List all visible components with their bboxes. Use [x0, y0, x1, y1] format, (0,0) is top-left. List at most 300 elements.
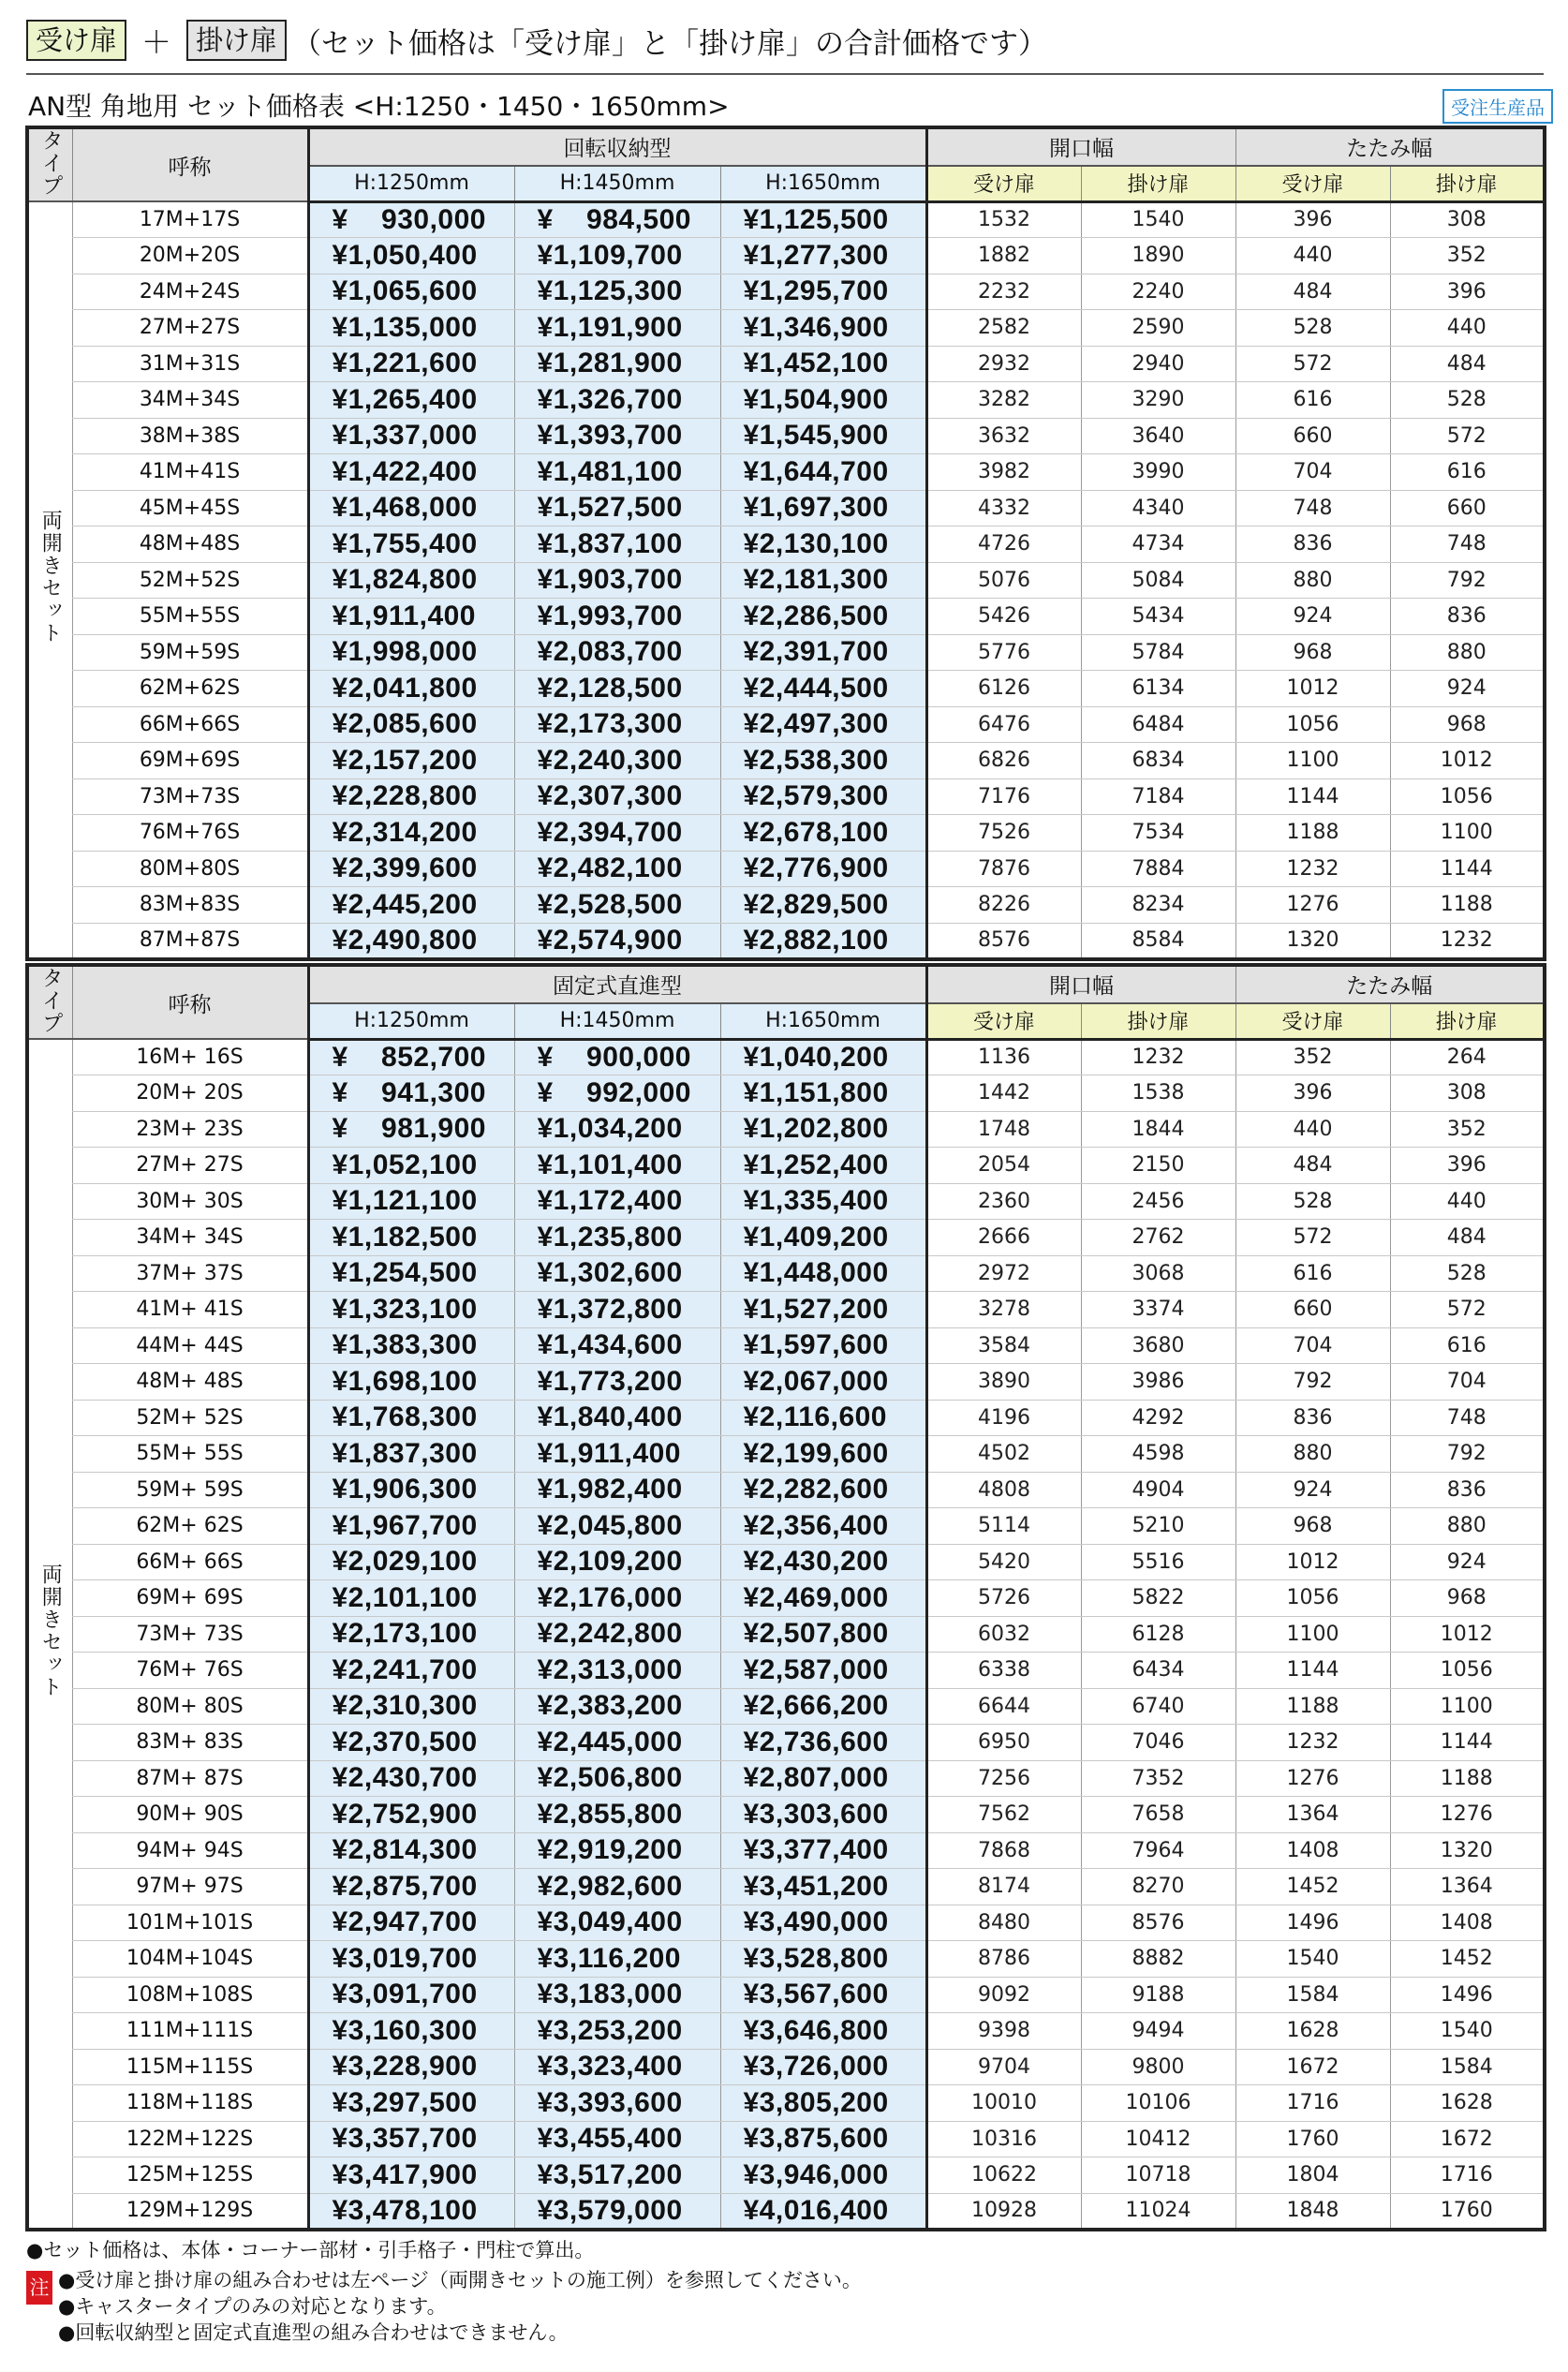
open-hang-header: 掛け扉: [1081, 1003, 1235, 1039]
price-value: ¥1,034,200: [537, 1113, 683, 1145]
price-cell: [308, 743, 514, 779]
fold-hang-cell: 616: [1390, 454, 1545, 491]
height-header: H:1250mm: [308, 166, 514, 201]
open-hang-cell: 7964: [1081, 1832, 1235, 1869]
table-row: [27, 1400, 1545, 1436]
price-cell: [720, 490, 926, 526]
type-label: 両開きセット: [38, 509, 63, 645]
price-value: ¥2,855,800: [537, 1798, 683, 1830]
open-receive-cell: 6826: [926, 743, 1081, 779]
price-cell: [720, 815, 926, 852]
price-value: ¥3,323,400: [537, 2051, 683, 2083]
open-hang-cell: 5434: [1081, 599, 1235, 635]
price-cell: [720, 1760, 926, 1797]
price-cell: [514, 1905, 720, 1941]
open-receive-cell: 8480: [926, 1905, 1081, 1941]
fold-receive-cell: 1056: [1235, 706, 1390, 743]
price-cell: [308, 1688, 514, 1725]
model-name-cell: 76M+ 76S: [72, 1653, 308, 1689]
table-row: [27, 706, 1545, 743]
price-cell: [308, 346, 514, 382]
table-row: [27, 743, 1545, 779]
price-value: ¥3,451,200: [743, 1870, 889, 1902]
table-row: [27, 634, 1545, 671]
open-receive-cell: 3278: [926, 1292, 1081, 1328]
price-cell: [514, 1760, 720, 1797]
price-value: ¥1,448,000: [743, 1257, 889, 1289]
fold-hang-cell: 1716: [1390, 2157, 1545, 2194]
price-cell: [308, 1905, 514, 1941]
table-row: [27, 526, 1545, 563]
model-name-cell: 48M+ 48S: [72, 1364, 308, 1401]
fold-receive-cell: 528: [1235, 310, 1390, 347]
price-value: ¥2,101,100: [332, 1581, 478, 1613]
price-cell: [720, 1220, 926, 1256]
note-item: ●受け扉と掛け扉の組み合わせは左ページ（両開きセットの施工例）を参照してください。: [58, 2269, 862, 2291]
fold-hang-cell: 924: [1390, 671, 1545, 707]
table-row: [27, 382, 1545, 419]
fold-receive-cell: 572: [1235, 1220, 1390, 1256]
fold-hang-cell: 1100: [1390, 815, 1545, 852]
price-cell: [308, 526, 514, 563]
opening-width-header: 開口幅: [926, 965, 1235, 1003]
fold-receive-cell: 1188: [1235, 815, 1390, 852]
table-row: [27, 1760, 1545, 1797]
price-value: ¥2,947,700: [332, 1906, 478, 1938]
price-cell: [720, 454, 926, 491]
price-value: ¥1,372,800: [537, 1293, 683, 1325]
table-row: [27, 1039, 1545, 1075]
open-hang-cell: 4340: [1081, 490, 1235, 526]
model-name-cell: 55M+ 55S: [72, 1436, 308, 1473]
table-row: [27, 1183, 1545, 1220]
price-cell: [514, 1436, 720, 1473]
price-value: ¥2,528,500: [537, 888, 683, 920]
price-value: ¥ 852,700: [332, 1041, 486, 1073]
table-row: [27, 2193, 1545, 2230]
model-name-cell: 104M+104S: [72, 1941, 308, 1978]
price-cell: [308, 2193, 514, 2230]
price-cell: [514, 1869, 720, 1905]
price-value: ¥2,482,100: [537, 852, 683, 884]
price-cell: [720, 2013, 926, 2050]
open-receive-cell: 6476: [926, 706, 1081, 743]
price-cell: [720, 1111, 926, 1148]
model-name-cell: 69M+ 69S: [72, 1580, 308, 1617]
price-cell: [308, 1183, 514, 1220]
open-receive-cell: 8786: [926, 1941, 1081, 1978]
model-name-cell: 118M+118S: [72, 2085, 308, 2122]
open-receive-cell: 3282: [926, 382, 1081, 419]
price-cell: [308, 706, 514, 743]
fold-receive-cell: 660: [1235, 418, 1390, 454]
price-value: ¥ 900,000: [537, 1041, 691, 1073]
table-row: [27, 887, 1545, 924]
model-name-cell: 37M+ 37S: [72, 1255, 308, 1292]
price-value: ¥1,840,400: [537, 1401, 683, 1433]
table-row: [27, 1075, 1545, 1112]
model-name-cell: 73M+73S: [72, 778, 308, 815]
price-cell: [514, 1616, 720, 1653]
open-receive-cell: 3982: [926, 454, 1081, 491]
model-name-cell: 62M+62S: [72, 671, 308, 707]
price-cell: [514, 1472, 720, 1508]
open-receive-cell: 4332: [926, 490, 1081, 526]
price-cell: [514, 2121, 720, 2157]
price-value: ¥2,128,500: [537, 672, 683, 704]
price-cell: [720, 1472, 926, 1508]
open-hang-cell: 6740: [1081, 1688, 1235, 1725]
price-value: ¥2,807,000: [743, 1762, 889, 1794]
fold-hang-cell: 264: [1390, 1039, 1545, 1075]
model-name-cell: 59M+ 59S: [72, 1472, 308, 1508]
price-cell: [720, 346, 926, 382]
price-cell: [308, 1544, 514, 1580]
price-value: ¥2,173,300: [537, 708, 683, 740]
open-hang-cell: 8270: [1081, 1869, 1235, 1905]
price-cell: [720, 634, 926, 671]
open-hang-cell: 4598: [1081, 1436, 1235, 1473]
open-receive-cell: 1532: [926, 201, 1081, 238]
open-receive-cell: 4726: [926, 526, 1081, 563]
open-receive-cell: 8576: [926, 923, 1081, 959]
open-hang-cell: 8584: [1081, 923, 1235, 959]
fold-receive-cell: 616: [1235, 382, 1390, 419]
price-cell: [308, 887, 514, 924]
price-value: ¥3,183,000: [537, 1979, 683, 2010]
fold-receive-cell: 1276: [1235, 887, 1390, 924]
price-cell: [308, 1797, 514, 1833]
fold-receive-cell: 572: [1235, 346, 1390, 382]
fold-hang-cell: 704: [1390, 1364, 1545, 1401]
price-value: ¥ 992,000: [537, 1076, 691, 1108]
fold-receive-cell: 880: [1235, 1436, 1390, 1473]
price-value: ¥1,221,600: [332, 348, 478, 379]
fold-hang-cell: 836: [1390, 599, 1545, 635]
fold-hang-cell: 1100: [1390, 1688, 1545, 1725]
price-value: ¥1,468,000: [332, 492, 478, 524]
open-receive-cell: 4808: [926, 1472, 1081, 1508]
fold-hang-cell: 748: [1390, 1400, 1545, 1436]
price-value: ¥2,666,200: [743, 1690, 889, 1722]
price-cell: [720, 1941, 926, 1978]
price-cell: [720, 201, 926, 238]
price-value: ¥3,019,700: [332, 1942, 478, 1974]
open-hang-cell: 7046: [1081, 1725, 1235, 1761]
note-item: ●キャスタータイプのみの対応となります。: [58, 2295, 447, 2318]
model-name-cell: 90M+ 90S: [72, 1797, 308, 1833]
name-header: 呼称: [72, 127, 308, 201]
model-name-cell: 34M+34S: [72, 382, 308, 419]
table-row: [27, 1220, 1545, 1256]
price-cell: [720, 1327, 926, 1364]
table-row: [27, 1327, 1545, 1364]
model-name-cell: 30M+ 30S: [72, 1183, 308, 1220]
price-value: ¥1,755,400: [332, 527, 478, 559]
height-header: H:1650mm: [720, 166, 926, 201]
fold-receive-cell: 880: [1235, 562, 1390, 599]
price-value: ¥3,579,000: [537, 2194, 683, 2226]
open-receive-cell: 4196: [926, 1400, 1081, 1436]
table-row: [27, 671, 1545, 707]
fold-hang-cell: 440: [1390, 1183, 1545, 1220]
open-hang-cell: 2940: [1081, 346, 1235, 382]
table-row: [27, 562, 1545, 599]
price-cell: [720, 1436, 926, 1473]
fold-hang-cell: 1188: [1390, 887, 1545, 924]
fold-receive-cell: 968: [1235, 634, 1390, 671]
price-value: ¥2,678,100: [743, 816, 889, 848]
price-value: ¥3,478,100: [332, 2194, 478, 2226]
open-hang-cell: 7534: [1081, 815, 1235, 852]
fold-hang-cell: 1320: [1390, 1832, 1545, 1869]
price-cell: [720, 526, 926, 563]
open-receive-cell: 6644: [926, 1688, 1081, 1725]
price-cell: [514, 274, 720, 310]
price-cell: [720, 1797, 926, 1833]
price-value: ¥1,252,400: [743, 1149, 889, 1180]
model-name-cell: 101M+101S: [72, 1905, 308, 1941]
open-receive-cell: 8226: [926, 887, 1081, 924]
price-cell: [514, 526, 720, 563]
made-to-order-badge: 受注生産品: [1442, 89, 1553, 124]
price-value: ¥2,199,600: [743, 1437, 889, 1469]
table-row: [27, 346, 1545, 382]
price-cell: [308, 310, 514, 347]
folding-width-header: たたみ幅: [1235, 965, 1545, 1003]
price-value: ¥1,346,900: [743, 311, 889, 343]
price-value: ¥2,041,800: [332, 672, 478, 704]
open-hang-cell: 1232: [1081, 1039, 1235, 1075]
model-name-cell: 108M+108S: [72, 1977, 308, 2013]
price-group-header: 回転収納型: [308, 127, 926, 166]
price-cell: [514, 418, 720, 454]
open-hang-cell: 4734: [1081, 526, 1235, 563]
price-value: ¥2,228,800: [332, 780, 478, 812]
price-value: ¥2,490,800: [332, 924, 478, 956]
table-row: [27, 778, 1545, 815]
price-cell: [720, 1075, 926, 1112]
price-cell: [720, 1688, 926, 1725]
price-cell: [308, 1616, 514, 1653]
open-hang-cell: 3068: [1081, 1255, 1235, 1292]
price-value: ¥3,393,600: [537, 2086, 683, 2118]
price-value: ¥1,151,800: [743, 1076, 889, 1108]
price-cell: [514, 1580, 720, 1617]
model-name-cell: 73M+ 73S: [72, 1616, 308, 1653]
fold-receive-cell: 1188: [1235, 1688, 1390, 1725]
height-header: H:1450mm: [514, 166, 720, 201]
open-receive-cell: 2360: [926, 1183, 1081, 1220]
price-value: ¥2,045,800: [537, 1509, 683, 1541]
price-cell: [720, 1039, 926, 1075]
open-receive-cell: 2972: [926, 1255, 1081, 1292]
price-value: ¥2,310,300: [332, 1690, 478, 1722]
price-value: ¥4,016,400: [743, 2194, 889, 2226]
open-hang-cell: 3990: [1081, 454, 1235, 491]
open-receive-cell: 9092: [926, 1977, 1081, 2013]
model-name-cell: 87M+ 87S: [72, 1760, 308, 1797]
table-row: [27, 1905, 1545, 1941]
table-row: [27, 2049, 1545, 2085]
open-receive-cell: 5076: [926, 562, 1081, 599]
fold-hang-cell: 748: [1390, 526, 1545, 563]
price-cell: [720, 1977, 926, 2013]
open-hang-cell: 4292: [1081, 1400, 1235, 1436]
open-hang-cell: 10718: [1081, 2157, 1235, 2194]
model-name-cell: 34M+ 34S: [72, 1220, 308, 1256]
price-value: ¥ 981,900: [332, 1113, 486, 1145]
fold-receive-cell: 1760: [1235, 2121, 1390, 2157]
price-cell: [308, 1292, 514, 1328]
price-value: ¥2,157,200: [332, 744, 478, 776]
fold-receive-header: 受け扉: [1235, 1003, 1390, 1039]
price-cell: [514, 1111, 720, 1148]
price-value: ¥2,506,800: [537, 1762, 683, 1794]
price-cell: [514, 346, 720, 382]
price-cell: [514, 743, 720, 779]
price-value: ¥1,109,700: [537, 239, 683, 271]
open-receive-cell: 7176: [926, 778, 1081, 815]
price-cell: [720, 671, 926, 707]
model-name-cell: 45M+45S: [72, 490, 308, 526]
price-cell: [514, 2013, 720, 2050]
fold-receive-cell: 968: [1235, 1508, 1390, 1545]
fold-receive-cell: 1848: [1235, 2193, 1390, 2230]
price-cell: [308, 1039, 514, 1075]
fold-hang-cell: 924: [1390, 1544, 1545, 1580]
price-value: ¥2,507,800: [743, 1618, 889, 1650]
price-cell: [308, 2049, 514, 2085]
price-cell: [720, 1580, 926, 1617]
open-hang-cell: 6128: [1081, 1616, 1235, 1653]
table-row: [27, 1616, 1545, 1653]
price-value: ¥2,286,500: [743, 600, 889, 631]
price-value: ¥1,409,200: [743, 1221, 889, 1253]
price-value: ¥2,919,200: [537, 1834, 683, 1866]
price-cell: [514, 490, 720, 526]
fold-hang-cell: 1012: [1390, 743, 1545, 779]
price-cell: [308, 1977, 514, 2013]
price-cell: [308, 2013, 514, 2050]
price-value: ¥2,083,700: [537, 636, 683, 668]
price-cell: [308, 1760, 514, 1797]
table-row: [27, 1797, 1545, 1833]
open-receive-header: 受け扉: [926, 166, 1081, 201]
price-table-rotary: [25, 126, 1546, 961]
open-receive-cell: 9398: [926, 2013, 1081, 2050]
height-header: H:1450mm: [514, 1003, 720, 1039]
table-row: [27, 2013, 1545, 2050]
price-value: ¥2,181,300: [743, 564, 889, 596]
table-row: [27, 1292, 1545, 1328]
price-value: ¥1,335,400: [743, 1185, 889, 1217]
price-value: ¥3,455,400: [537, 2123, 683, 2155]
fold-receive-cell: 924: [1235, 1472, 1390, 1508]
open-hang-cell: 5822: [1081, 1580, 1235, 1617]
price-cell: [514, 1688, 720, 1725]
table-row: [27, 1688, 1545, 1725]
fold-hang-cell: 792: [1390, 1436, 1545, 1473]
price-cell: [308, 238, 514, 274]
price-value: ¥ 930,000: [332, 203, 486, 235]
open-hang-cell: 1890: [1081, 238, 1235, 274]
fold-hang-cell: 528: [1390, 382, 1545, 419]
fold-receive-cell: 836: [1235, 526, 1390, 563]
price-value: ¥2,394,700: [537, 816, 683, 848]
price-cell: [514, 887, 720, 924]
fold-hang-cell: 792: [1390, 562, 1545, 599]
price-value: ¥1,422,400: [332, 455, 478, 487]
open-receive-cell: 9704: [926, 2049, 1081, 2085]
price-value: ¥2,130,100: [743, 527, 889, 559]
fold-receive-cell: 1452: [1235, 1869, 1390, 1905]
price-cell: [308, 1400, 514, 1436]
model-name-cell: 23M+ 23S: [72, 1111, 308, 1148]
receive-door-label: 受け扉: [26, 20, 126, 61]
price-value: ¥1,254,500: [332, 1257, 478, 1289]
fold-receive-cell: 1144: [1235, 778, 1390, 815]
type-header: [27, 127, 72, 201]
price-cell: [720, 1905, 926, 1941]
price-value: ¥1,191,900: [537, 311, 683, 343]
open-receive-cell: 10316: [926, 2121, 1081, 2157]
model-name-cell: 83M+83S: [72, 887, 308, 924]
open-hang-cell: 1538: [1081, 1075, 1235, 1112]
model-name-cell: 41M+41S: [72, 454, 308, 491]
table-row: [27, 490, 1545, 526]
price-value: ¥ 941,300: [332, 1076, 486, 1108]
open-receive-cell: 7876: [926, 851, 1081, 887]
table-row: [27, 599, 1545, 635]
type-header-text: タイプ: [37, 967, 63, 1034]
type-cell: [27, 201, 72, 959]
open-receive-cell: 2932: [926, 346, 1081, 382]
price-value: ¥1,323,100: [332, 1293, 478, 1325]
price-value: ¥1,050,400: [332, 239, 478, 271]
fold-hang-cell: 1232: [1390, 923, 1545, 959]
table-row: [27, 1832, 1545, 1869]
open-hang-cell: 2762: [1081, 1220, 1235, 1256]
open-receive-cell: 7256: [926, 1760, 1081, 1797]
note-item: ●回転収納型と固定式直進型の組み合わせはできません。: [58, 2321, 569, 2344]
table-row: [27, 1941, 1545, 1978]
price-cell: [720, 1653, 926, 1689]
price-value: ¥3,116,200: [537, 1942, 681, 1974]
table-row: [27, 1255, 1545, 1292]
type-header: [27, 965, 72, 1039]
fold-receive-cell: 1276: [1235, 1760, 1390, 1797]
price-value: ¥1,277,300: [743, 239, 889, 271]
price-cell: [720, 1725, 926, 1761]
price-value: ¥1,911,400: [332, 600, 476, 631]
price-value: ¥3,357,700: [332, 2123, 478, 2155]
table-row: [27, 1148, 1545, 1184]
table-row: [27, 815, 1545, 852]
open-hang-cell: 7184: [1081, 778, 1235, 815]
price-value: ¥2,982,600: [537, 1870, 683, 1902]
price-cell: [308, 634, 514, 671]
price-cell: [720, 2193, 926, 2230]
price-cell: [514, 454, 720, 491]
price-cell: [308, 201, 514, 238]
price-cell: [720, 887, 926, 924]
price-value: ¥1,768,300: [332, 1401, 478, 1433]
open-receive-cell: 3584: [926, 1327, 1081, 1364]
open-receive-cell: 3632: [926, 418, 1081, 454]
price-value: ¥1,052,100: [332, 1149, 478, 1180]
fold-hang-cell: 1584: [1390, 2049, 1545, 2085]
